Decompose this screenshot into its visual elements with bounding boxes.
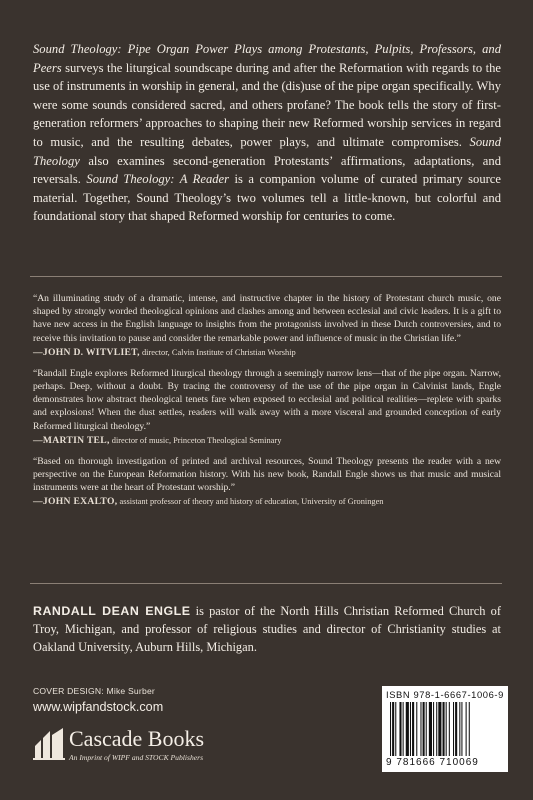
barcode-bar (429, 702, 432, 756)
description-title-3: Sound Theology: A Reader (86, 172, 230, 187)
endorser-name: —MARTIN TEL, (33, 434, 110, 446)
author-bio (33, 602, 501, 656)
endorser-title: director of music, Princeton Theological Seminary (109, 435, 282, 445)
book-description (33, 40, 501, 226)
publisher-name: Cascade Books (69, 726, 205, 751)
barcode-bar (423, 702, 425, 756)
barcode-bar (390, 702, 391, 756)
barcode-bar (399, 702, 401, 756)
endorsement-2 (33, 367, 501, 446)
barcode-bar (438, 702, 441, 756)
endorser-title: director, Calvin Institute of Christian Worship (139, 347, 296, 357)
barcode-bar (420, 702, 421, 756)
barcode-bar (459, 702, 460, 756)
endorser-title: assistant professor of theory and history of education, University of Groningen (117, 497, 384, 507)
barcode-bar (449, 702, 450, 756)
barcode-bar (461, 702, 462, 756)
isbn-barcode (382, 686, 508, 772)
description-title-1: Sound Theology: Pipe Organ Power Plays among Protestants, Pulpits, Professors, and Peers (33, 42, 501, 75)
endorsement-text: “Randall Engle explores Reformed liturgical theology through a seemingly narrow lens—that of the pipe organ. Narrow, perhaps. Deep, without a doubt. By tracing the controversy of the use of the pipe organ in Calvinist lands, Engle demonstrates how abstract theological tenets fare when exposed to ecclesial and political realities—replete with sparks and explosions! When the dust settles, readers will walk away with a more visceral and grounded conception of early Reformed liturgical theology.” (33, 367, 501, 432)
barcode-bar (443, 702, 445, 756)
barcode-bar (436, 702, 437, 756)
barcode-bar (412, 702, 414, 756)
cover-design-credit: COVER DESIGN: Mike Surber (33, 686, 155, 696)
barcode-bar (453, 702, 454, 756)
endorsement-attribution (33, 347, 501, 358)
barcode-bar (455, 702, 457, 756)
barcode-bar (416, 702, 417, 756)
isbn-label: ISBN 978-1-6667-1006-9 (386, 689, 504, 700)
publisher-tagline: An Imprint of WIPF and STOCK Publishers (69, 753, 204, 762)
author-bio-text: is pastor of the North Hills Christian Reformed Church of Troy, Michigan, and professor of religious studies and director of Christianity studies at Oakland University, Auburn Hills, Michigan. (33, 604, 501, 654)
author-name: RANDALL DEAN ENGLE (33, 604, 191, 618)
barcode-bar (466, 702, 467, 756)
barcode-bar (426, 702, 427, 756)
description-text-2: also examines second-generation Protestants’ affirmations, adaptations, and reversals. (33, 153, 501, 187)
endorsement-text: “Based on thorough investigation of printed and archival resources, Sound Theology presents the reader with a new perspective on the European Reformation history. With his new book, Randall Engle shows us that music and musical instruments were at the heart of Protestant worship.” (33, 455, 501, 494)
description-title-2: Sound Theology (33, 134, 501, 168)
barcode-bar (403, 702, 404, 756)
barcode-bar (392, 702, 394, 756)
endorsement-attribution (33, 435, 501, 446)
divider-top (30, 276, 502, 277)
cascade-logo-icon (33, 726, 65, 760)
endorser-name: —JOHN EXALTO, (33, 496, 118, 508)
barcode-bar (406, 702, 409, 756)
barcode-bar (446, 702, 447, 756)
description-text-1: surveys the liturgical soundscape during and after the Reformation with regards to the use of instruments in worship in general, and the (dis)use of the pipe organ specifically. Why were some sounds considered sacred, and others profane? The book tells the story of first-generation reformers’ approaches to shaping their new Reformed worship services in regard to music, and the resulting debates, power plays, and ultimate compromises. (33, 60, 501, 149)
endorsement-1 (33, 292, 501, 358)
barcode-bar (410, 702, 411, 756)
barcode-bar (433, 702, 434, 756)
publisher-logo (33, 726, 233, 772)
barcode-bar (395, 702, 396, 756)
publisher-website: www.wipfandstock.com (33, 700, 164, 714)
barcode-icon (390, 702, 500, 756)
barcode-bar (469, 702, 470, 756)
endorser-name: —JOHN D. WITVLIET, (33, 346, 140, 358)
divider-bottom (30, 583, 502, 584)
description-text-3: is a companion volume of curated primary source material. Together, Sound Theology’s two volumes tell a little-known, but colorful and foundational story that shaped Reformed worship for centuries to come. (33, 172, 501, 224)
endorsements (33, 292, 501, 516)
barcode-digits: 9 781666 710069 (386, 757, 479, 768)
endorsement-3 (33, 455, 501, 508)
endorsement-attribution (33, 496, 501, 507)
endorsement-text: “An illuminating study of a dramatic, intense, and instructive chapter in the history of Protestant church music, one shaped by strongly worded theological opinions and clashes among and between ecclesial and civic leaders. It is a gift to have new access in the English language to insights from the protagonists involved in these Dutch controversies, and to receive this invitation to pause and consider the remarkable power and influence of music in the Christian life.” (33, 293, 501, 344)
